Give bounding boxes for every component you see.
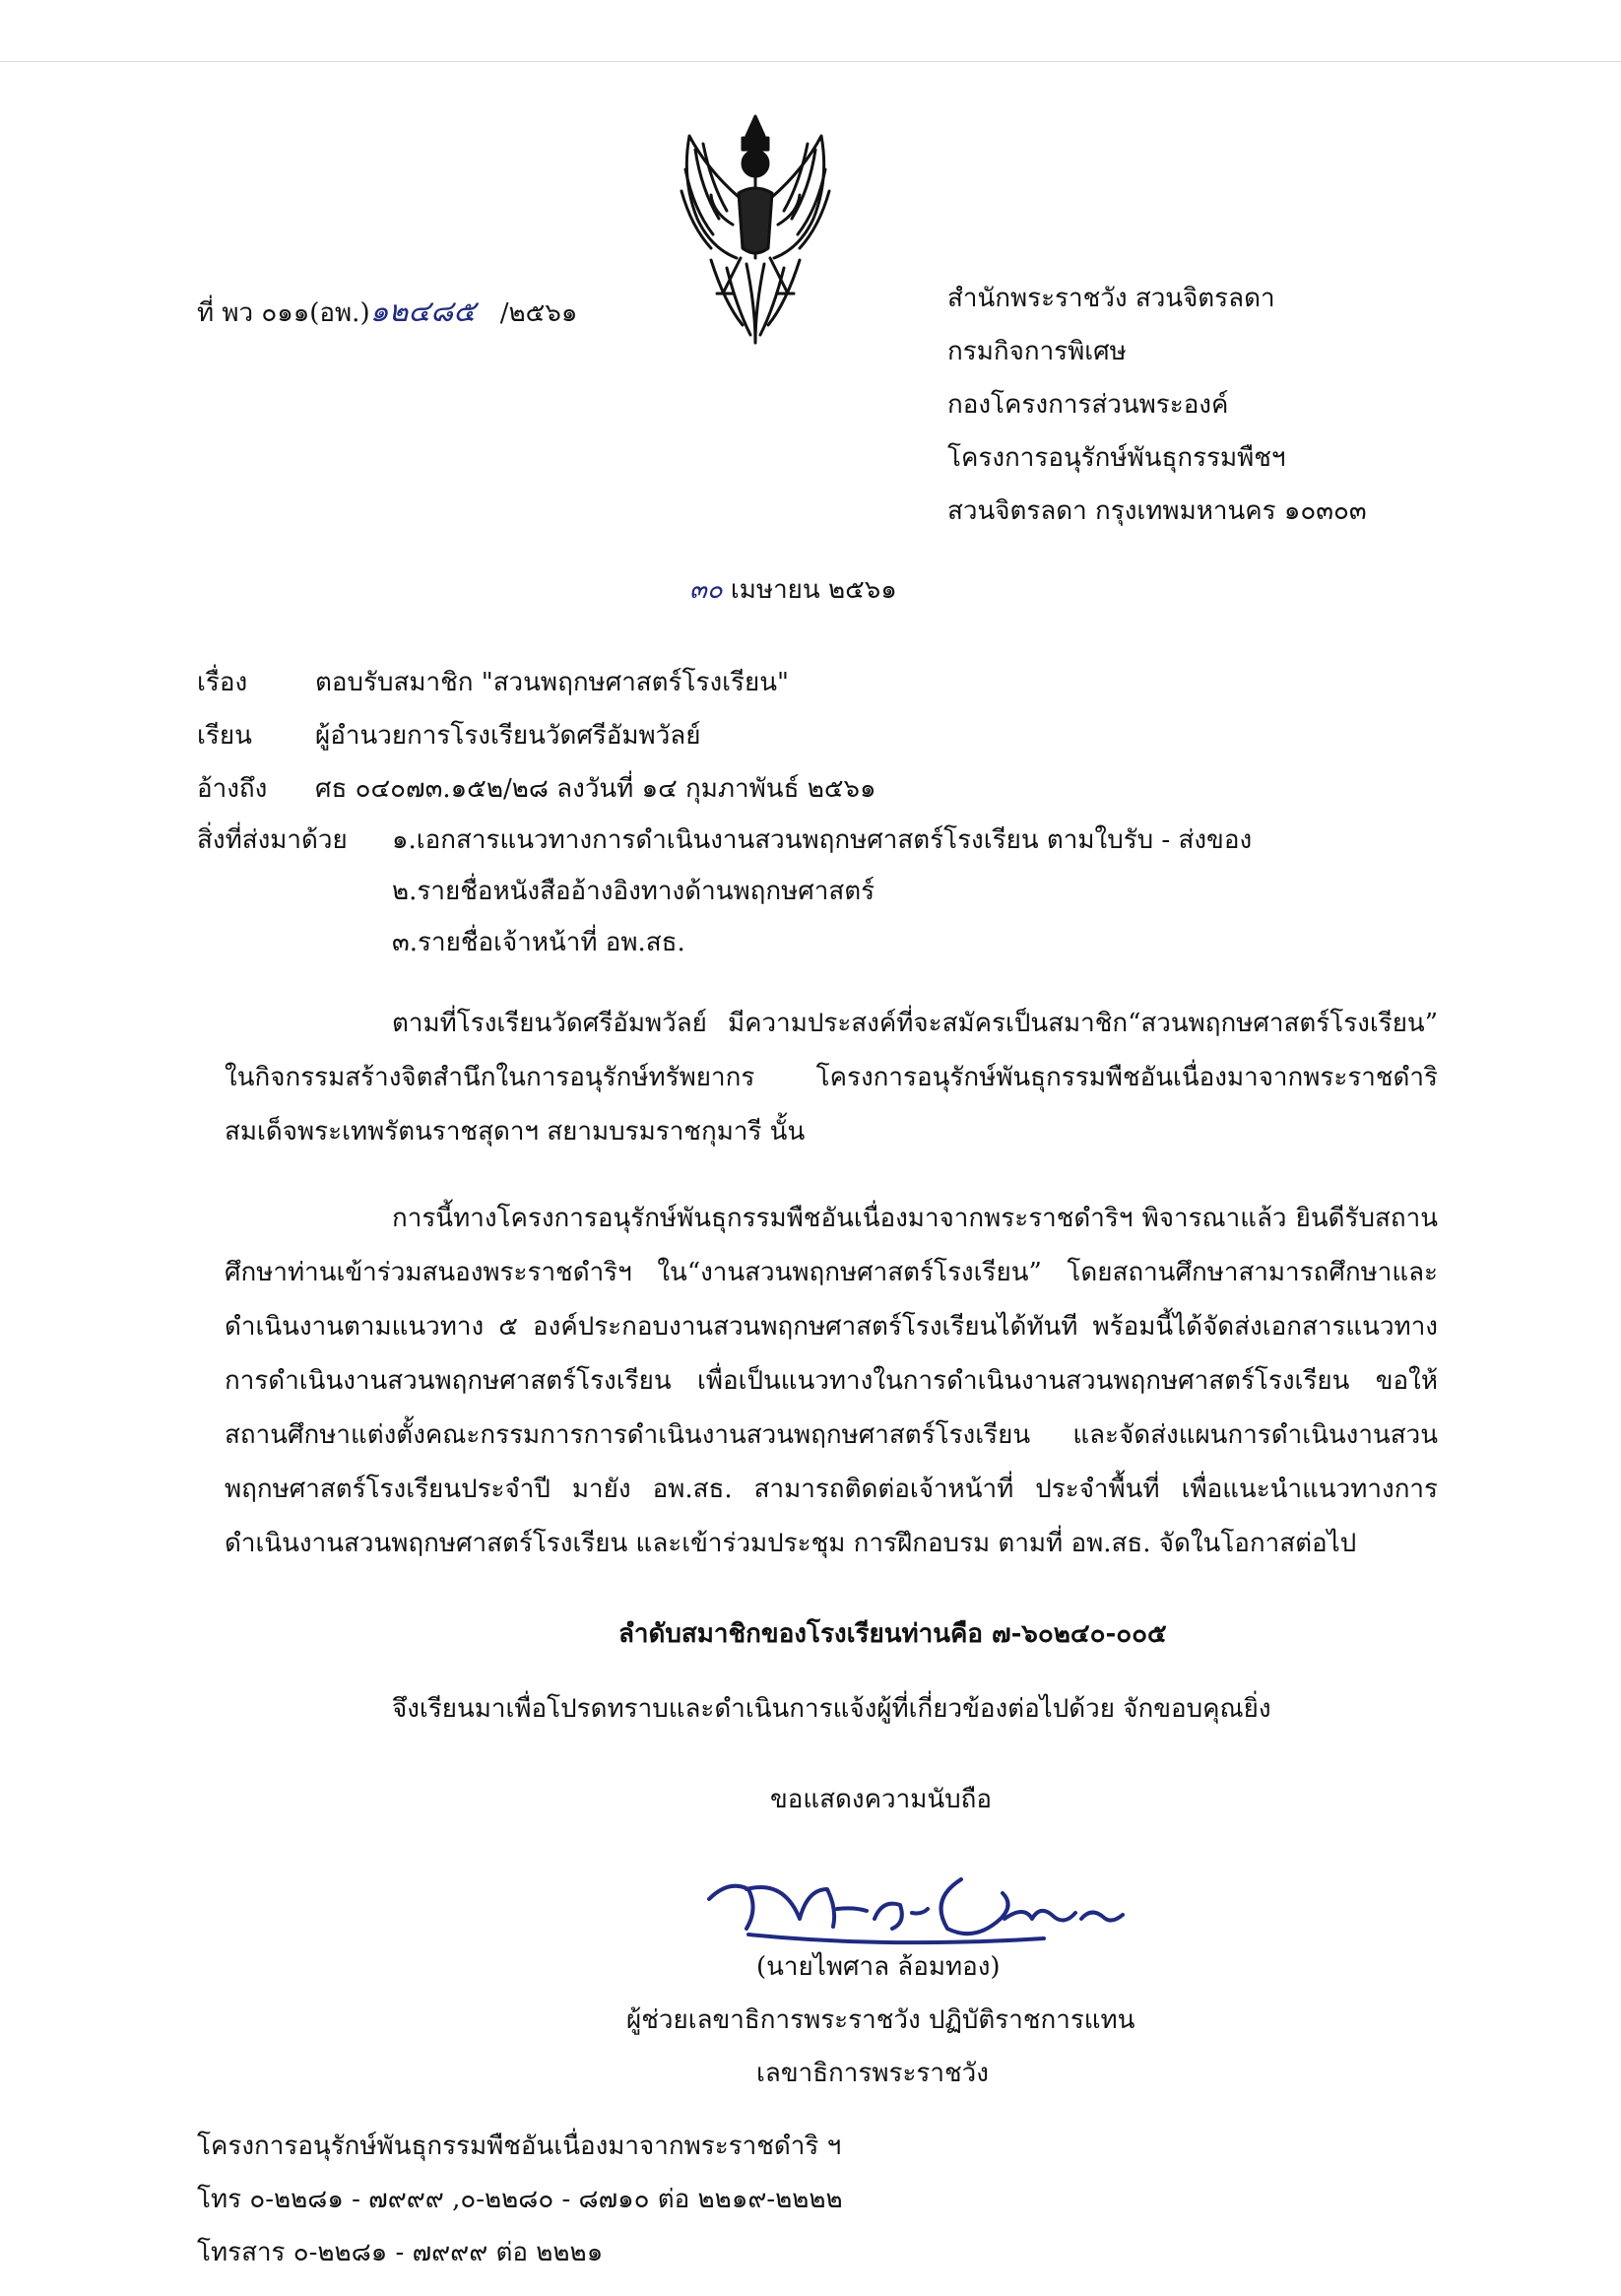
garuda-emblem-icon [668,110,843,347]
signatory-position: เลขาธิการพระราชวัง [756,2059,989,2088]
footer-org: โครงการอนุรักษ์พันธุกรรมพืชอันเนื่องมาจากพระราชดำริ ฯ [197,2132,842,2161]
date-rest: เมษายน ๒๕๖๑ [722,575,897,605]
footer-fax: โทรสาร ๐-๒๒๘๑ - ๗๙๙๙ ต่อ ๒๒๒๑ [197,2238,604,2267]
subject-value: ตอบรับสมาชิก "สวนพฤกษศาสตร์โรงเรียน" [315,668,789,697]
to-label: เรียน [197,721,252,751]
enclosure-item: ๒.รายชื่อหนังสืออ้างอิงทางด้านพฤกษศาสตร์ [392,877,875,906]
body-paragraph-2 [225,1192,1438,1571]
sender-line: กรมกิจการพิเศษ [947,337,1127,366]
reference-label: อ้างถึง [197,774,268,804]
scan-edge-line [0,61,1621,62]
enclosures-label: สิ่งที่ส่งมาด้วย [197,825,348,855]
signatory-name: (นายไพศาล ล้อมทอง) [756,1952,1001,1982]
sender-line: โครงการอนุรักษ์พันธุกรรมพืชฯ [947,443,1286,473]
signature-image [689,1850,1142,1958]
footer-phone: โทร ๐-๒๒๘๑ - ๗๙๙๙ ,๐-๒๒๘๐ - ๘๗๑๐ ต่อ ๒๒๑๙-๒๒๒๒ [197,2185,843,2214]
reference-number [197,295,577,330]
reference-prefix: ที่ พว ๐๑๑(อพ.) [197,298,370,328]
body-paragraph-1 [225,997,1438,1159]
handwritten-day: ๓๐ [689,575,723,605]
closing-sentence: จึงเรียนมาเพื่อโปรดทราบและดำเนินการแจ้งผู้ที่เกี่ยวข้องต่อไปด้วย จักขอบคุณยิ่ง [392,1694,1271,1724]
salutation: ขอแสดงความนับถือ [770,1785,992,1814]
handwritten-number: ๑๒๔๘๕ [369,295,476,329]
reference-value: ศธ ๐๔๐๗๓.๑๕๒/๒๘ ลงวันที่ ๑๔ กุมภาพันธ์ ๒๕๖๑ [315,774,876,804]
signatory-position: ผู้ช่วยเลขาธิการพระราชวัง ปฏิบัติราชการแทน [626,2005,1135,2035]
member-number: ลำดับสมาชิกของโรงเรียนท่านคือ ๗-๖๐๒๔๐-๐๐๕ [618,1619,1167,1649]
paragraph-text: การนี้ทางโครงการอนุรักษ์พันธุกรรมพืชอันเนื่องมาจากพระราชดำริฯ พิจารณาแล้ว ยินดีรับสถานศึกษาท่านเข้าร่วมสนองพระราชดำริฯ ใน“งานสวนพฤกษศาสตร์โรงเรียน” โดยสถานศึกษาสามารถศึกษาและดำเนินงานตามแนวทาง ๕ องค์ประกอบงานสวนพฤกษศาสตร์โรงเรียนได้ทันที พร้อมนี้ได้จัดส่งเอกสารแนวทางการดำเนินงานสวนพฤกษศาสตร์โรงเรียน เพื่อเป็นแนวทางในการดำเนินงานสวนพฤกษศาสตร์โรงเรียน ขอให้สถานศึกษาแต่งตั้งคณะกรรมการการดำเนินงานสวนพฤกษศาสตร์โรงเรียน และจัดส่งแผนการดำเนินงานสวนพฤกษศาสตร์โรงเรียนประจำปี มายัง อพ.สธ. สามารถติดต่อเจ้าหน้าที่ ประจำพื้นที่ เพื่อแนะนำแนวทางการดำเนินงานสวนพฤกษศาสตร์โรงเรียน และเข้าร่วมประชุม การฝึกอบรม ตามที่ อพ.สธ. จัดในโอกาสต่อไป [225,1204,1438,1558]
enclosure-item: ๓.รายชื่อเจ้าหน้าที่ อพ.สธ. [392,928,685,957]
reference-year: /๒๕๖๑ [499,298,578,328]
letter-date [689,573,897,607]
sender-line: กองโครงการส่วนพระองค์ [947,390,1229,420]
to-value: ผู้อำนวยการโรงเรียนวัดศรีอัมพวัลย์ [315,721,701,751]
enclosure-item: ๑.เอกสารแนวทางการดำเนินงานสวนพฤกษศาสตร์โรงเรียน ตามใบรับ - ส่งของ [392,825,1253,855]
paragraph-text: ตามที่โรงเรียนวัดศรีอัมพวัลย์ มีความประสงค์ที่จะสมัครเป็นสมาชิก“สวนพฤกษศาสตร์โรงเรียน” ในกิจกรรมสร้างจิตสำนึกในการอนุรักษ์ทรัพยากร โครงการอนุรักษ์พันธุกรรมพืชอันเนื่องมาจากพระราชดำริ สมเด็จพระเทพรัตนราชสุดาฯ สยามบรมราชกุมารี นั้น [225,1009,1438,1147]
sender-line: สวนจิตรลดา กรุงเทพมหานคร ๑๐๓๐๓ [947,496,1367,526]
subject-label: เรื่อง [197,668,248,697]
sender-line: สำนักพระราชวัง สวนจิตรลดา [947,284,1275,313]
